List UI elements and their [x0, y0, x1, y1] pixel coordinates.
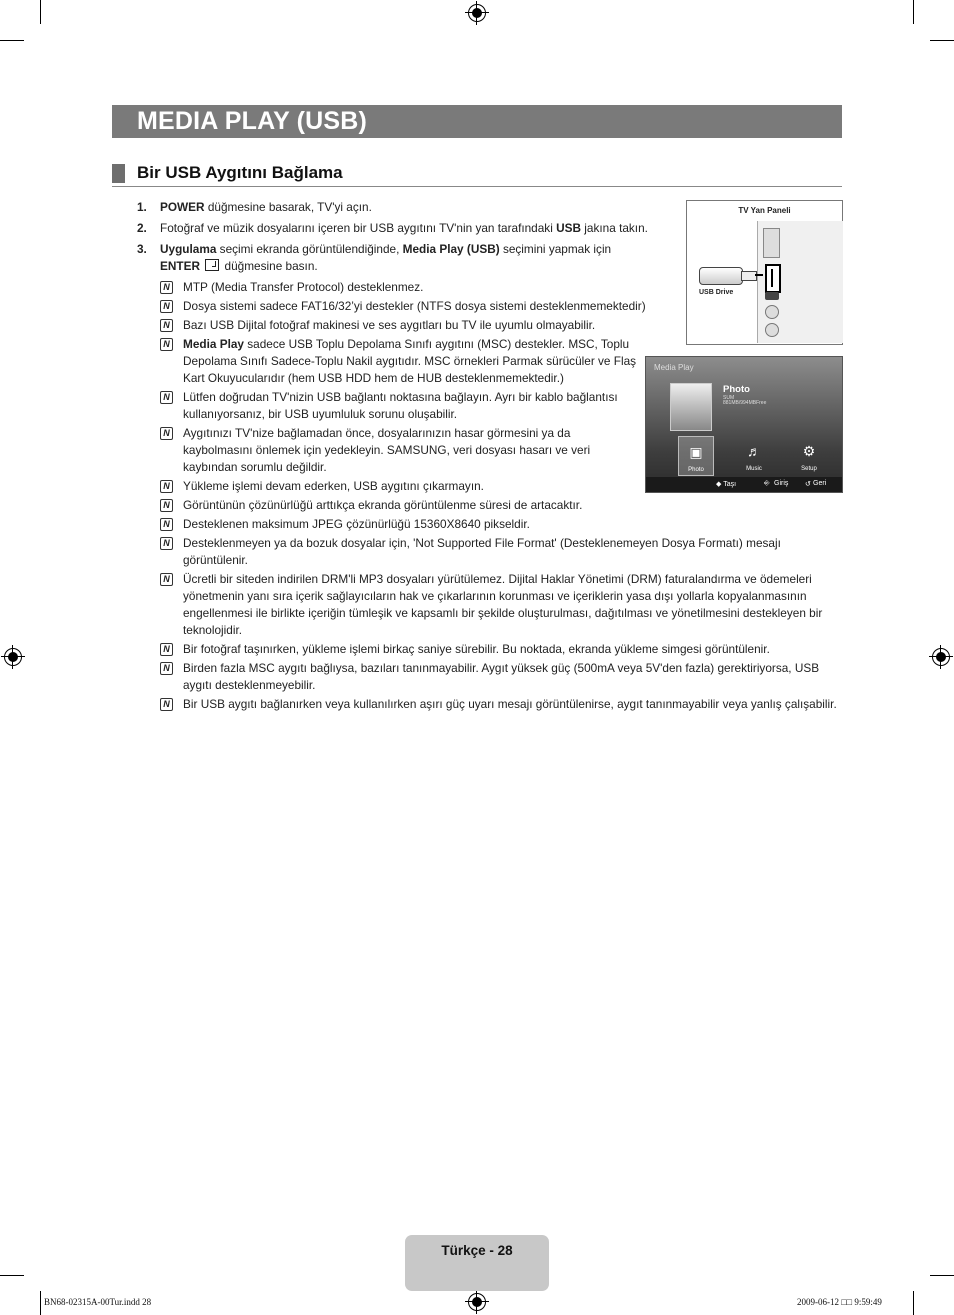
note-item: N Desteklenmeyen ya da bozuk dosyalar için, 'Not Supported File Format' (Desteklenemeyen Dosya Formatı) mesajı görüntülenir. [160, 535, 842, 569]
crop-mark [930, 1275, 954, 1276]
note-item: N Bir fotoğraf taşınırken, yükleme işlemi birkaç saniye sürebilir. Bu noktada, ekranda yükleme simgesi görüntülenir. [160, 641, 842, 658]
usb-drive-label: USB Drive [699, 289, 734, 296]
crop-mark [0, 1275, 24, 1276]
note-icon: N [160, 427, 173, 440]
registration-mark-icon [4, 648, 22, 666]
registration-mark-icon [468, 1293, 486, 1311]
note-item: N Bir USB aygıtı bağlanırken veya kullanılırken aşırı güç uyarı mesajı görüntülenirse, aygıt tanınmayabilir veya yanlış çalışabilir. [160, 696, 842, 713]
note-icon: N [160, 518, 173, 531]
setup-icon: ⚙ [802, 443, 816, 459]
note-icon: N [160, 643, 173, 656]
tv-side-panel-figure [686, 200, 843, 345]
tile-label: Setup [801, 466, 817, 472]
note-item: N Dosya sistemi sadece FAT16/32’yi destekler (NTFS dosya sistemi desteklenmemektedir) [160, 298, 683, 315]
note-icon: N [160, 480, 173, 493]
screen-footer [646, 477, 842, 492]
usb-drive-icon [699, 267, 743, 285]
screen-header: Media Play [654, 363, 694, 372]
note-icon: N [160, 338, 173, 351]
enter-hint: Giriş [774, 480, 789, 487]
crop-mark [40, 1291, 41, 1315]
note-item: N Yükleme işlemi devam ederken, USB aygıtını çıkarmayın. [160, 478, 643, 495]
page-title: MEDIA PLAY (USB) [137, 107, 368, 135]
note-icon: N [160, 537, 173, 550]
page-title-bar [112, 105, 842, 138]
note-icon: N [160, 300, 173, 313]
photo-thumbnail-icon [670, 383, 712, 431]
step-3 [137, 241, 627, 275]
note-item: N Bazı USB Dijital fotoğraf makinesi ve ses aygıtları bu TV ile uyumlu olmayabilir. [160, 317, 658, 334]
usb-port-icon [765, 264, 781, 293]
crop-mark [930, 40, 954, 41]
tile-music[interactable] [737, 436, 771, 474]
print-slug-right: 2009-06-12 □□ 9:59:49 [797, 1297, 882, 1307]
step-text: POWER düğmesine basarak, TV'yi açın. [160, 200, 372, 214]
step-number: 3. [137, 242, 147, 256]
registration-mark-icon [468, 4, 486, 22]
figure-caption: TV Yan Paneli [738, 206, 791, 215]
note-item: N Görüntünün çözünürlüğü arttıkça ekranda görüntülenme süresi de artacaktır. [160, 497, 643, 514]
enter-hint-icon: ⎆ [764, 480, 770, 487]
crop-mark [0, 40, 24, 41]
crop-mark [40, 0, 41, 24]
note-icon: N [160, 319, 173, 332]
note-icon: N [160, 573, 173, 586]
tile-setup[interactable] [792, 436, 826, 474]
step-number: 1. [137, 200, 147, 214]
section-title: Bir USB Aygıtını Bağlama [137, 163, 343, 182]
back-icon: ↺ [805, 481, 811, 488]
note-item: N Media Play sadece USB Toplu Depolama Sınıfı aygıtını (MSC) destekler. MSC, Toplu Depolama Sınıfı Sadece-Toplu Nakil aygıtıdır. MSC örnekleri Parmak sürücüler ve Flaş Kart Okuyucularıdır (hem USB HDD hem de HUB desteklenmemektedir.) [160, 336, 648, 387]
crop-mark [913, 1291, 914, 1315]
enter-icon [205, 259, 219, 271]
tile-label: Photo [688, 467, 704, 473]
note-icon: N [160, 281, 173, 294]
note-item: N MTP (Media Transfer Protocol) desteklenmez. [160, 279, 658, 296]
tile-label: Music [746, 466, 762, 472]
back-hint: Geri [813, 480, 827, 487]
device-name: SUM [723, 395, 735, 401]
move-hint: ◆ Taşı [716, 481, 737, 488]
note-item: N Ücretli bir siteden indirilen DRM'li MP3 dosyaları yürütülemez. Dijital Haklar Yönetimi (DRM) faturalandırma ve ödemeleri yönetmenin yanı sıra içerik sağlayıcıların hak ve çıkarlarının korunması ve içeriklerin yasa dışı yollarla kopyalanmasının engellenmesi ile birlikte içeriğin tümleşik ve kapsamlı bir şekilde oluşturulması, dağıtılması ve yönetilmesini destekleyen bir teknolojidir. [160, 571, 842, 639]
note-icon: N [160, 499, 173, 512]
section-marker [112, 164, 125, 183]
note-icon: N [160, 662, 173, 675]
usb-plug-icon [741, 271, 757, 281]
section-header [112, 160, 842, 187]
page-number: Türkçe - 28 [441, 1243, 513, 1258]
photo-title: Photo [723, 384, 750, 395]
av-port-icon [765, 292, 779, 300]
crop-mark [913, 0, 914, 24]
step-text: Fotoğraf ve müzik dosyalarını içeren bir USB aygıtını TV'nin yan tarafındaki USB jakına takın. [160, 221, 648, 235]
photo-icon: ▣ [689, 444, 703, 460]
note-item: N Desteklenen maksimum JPEG çözünürlüğü 15360X8640 pikseldir. [160, 516, 842, 533]
step-number: 2. [137, 221, 147, 235]
tile-photo[interactable] [678, 436, 714, 476]
storage-size: 881MB/994MBFree [723, 400, 767, 406]
hdmi-port-icon [763, 228, 780, 258]
note-icon: N [160, 698, 173, 711]
media-play-screen-figure [645, 356, 843, 493]
audio-jack-icon [765, 323, 779, 337]
print-slug-left: BN68-02315A-00Tur.indd 28 [44, 1297, 152, 1307]
note-item: N Birden fazla MSC aygıtı bağlıysa, bazıları tanınmayabilir. Aygıt yüksek güç (500mA veya 5V'den fazla) gerektiriyorsa, USB aygıtı desteklenmeyebilir. [160, 660, 842, 694]
page-footer [405, 1235, 549, 1291]
note-item: N Lütfen doğrudan TV'nizin USB bağlantı noktasına bağlayın. Ayrı bir kablo bağlantısı kullanıyorsanız, bir USB uyumluluk sorunu oluşabilir. [160, 389, 638, 423]
music-icon: ♬ [747, 443, 761, 459]
step-text: Uygulama seçimi ekranda görüntülendiğinde, Media Play (USB) seçimini yapmak için ENTER düğmesine basın. [160, 242, 612, 273]
connector-line [755, 274, 763, 276]
note-item: N Aygıtınızı TV'nize bağlamadan önce, dosyalarınızın hasar görmesini ya da kaybolmasını önlemek için yedekleyin. SAMSUNG, veri dosyası hasarı ve veri kaybından sorumlu değildir. [160, 425, 615, 476]
registration-mark-icon [932, 648, 950, 666]
audio-jack-icon [765, 305, 779, 319]
note-icon: N [160, 391, 173, 404]
